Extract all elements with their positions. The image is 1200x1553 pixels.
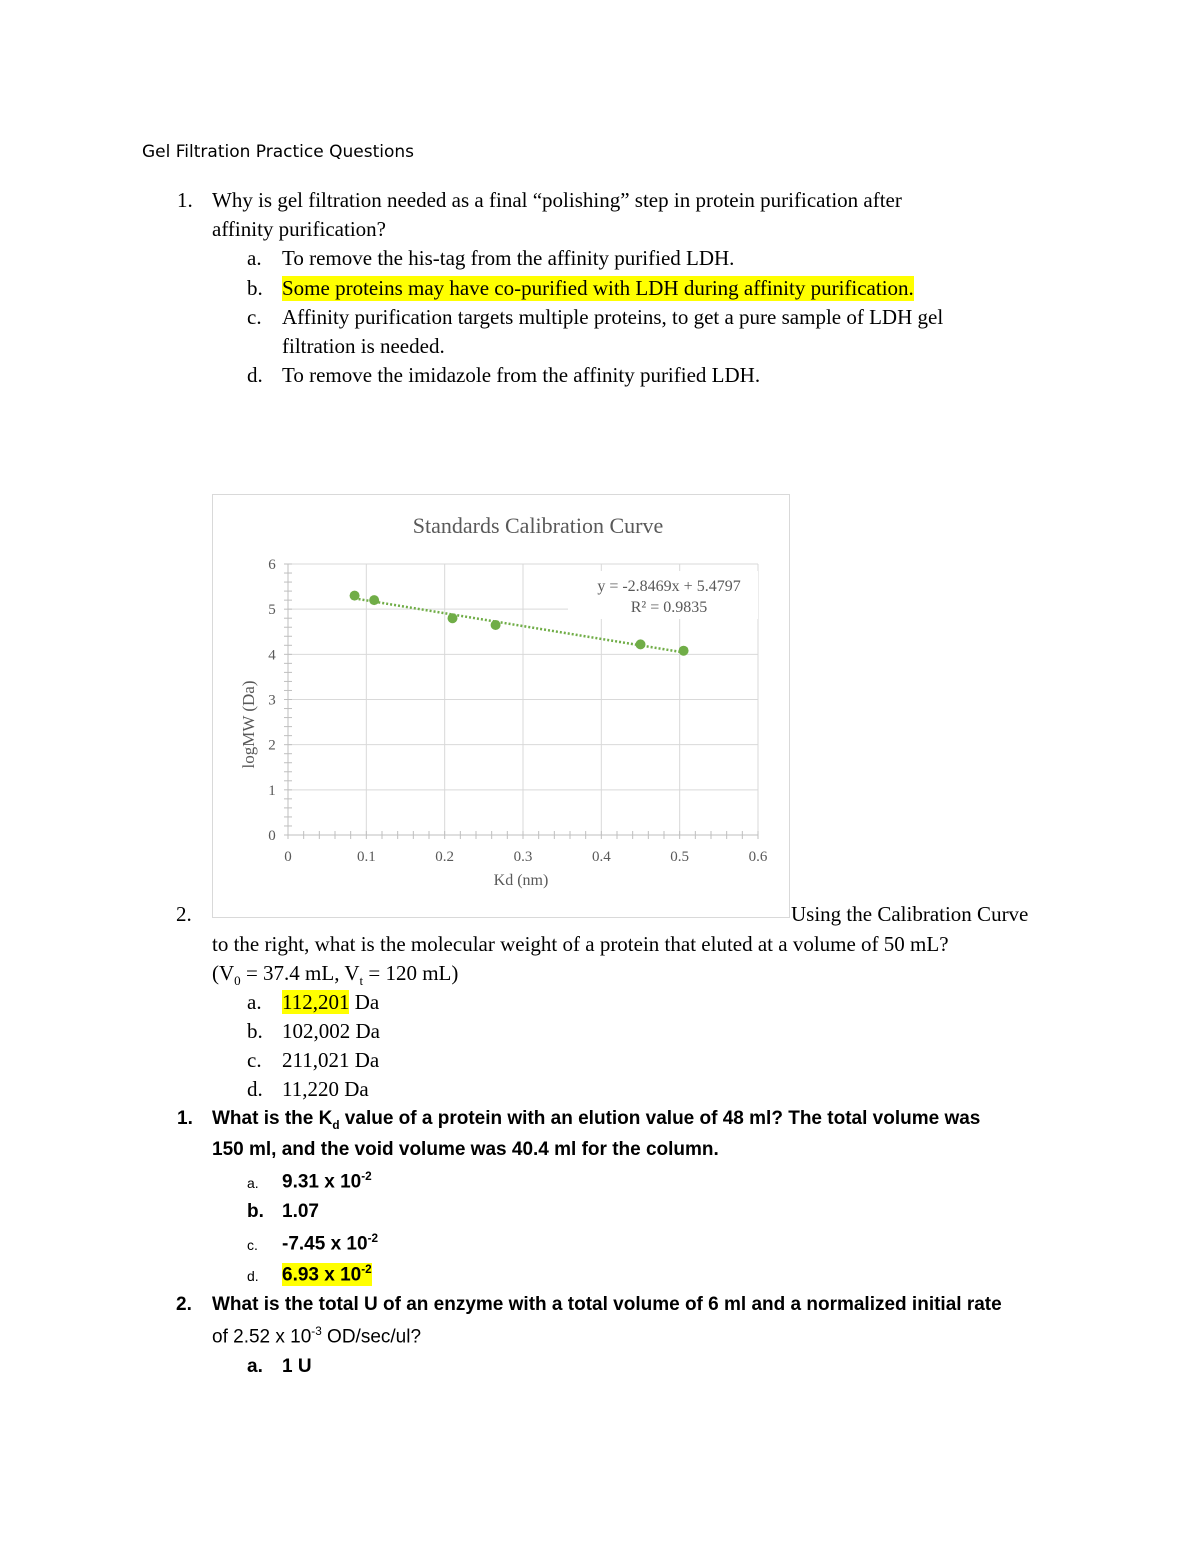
option-text: To remove the his-tag from the affinity purified LDH. [282, 246, 735, 270]
option-letter: c. [247, 305, 262, 329]
option-letter: c. [247, 1048, 262, 1072]
y-tick-label: 6 [268, 557, 276, 573]
question-number: 1. [177, 188, 193, 212]
data-point [369, 595, 379, 605]
option-letter: a. [247, 1175, 259, 1191]
question-text-cont: affinity purification? [212, 217, 386, 241]
question-text: What is the total U of an enzyme with a total volume of 6 ml and a normalized initial rate [212, 1294, 1002, 1315]
option-text: Affinity purification targets multiple proteins, to get a pure sample of LDH gel [282, 305, 944, 329]
question-text: Why is gel filtration needed as a final “polishing” step in protein purification after [212, 188, 902, 212]
chart-border [213, 495, 790, 918]
y-tick-label: 3 [268, 692, 276, 709]
option-letter: a. [247, 246, 262, 270]
y-tick-label: 0 [268, 828, 276, 844]
option-letter: d. [247, 363, 263, 387]
x-tick-label: 0.4 [591, 849, 611, 865]
y-tick-label: 1 [268, 782, 276, 799]
x-tick-label: 0.6 [748, 849, 768, 865]
data-point [350, 591, 360, 601]
question-number: 1. [177, 1108, 193, 1129]
option-letter: c. [247, 1237, 258, 1253]
option-text: 211,021 Da [282, 1048, 380, 1072]
question-text-cont: to the right, what is the molecular weight of a protein that eluted at a volume of 50 mL? [212, 932, 949, 956]
option-text: 112,201 Da [282, 990, 380, 1014]
y-tick-label: 4 [268, 647, 276, 664]
x-tick-label: 0 [284, 849, 292, 865]
calibration-chart [212, 494, 790, 918]
y-axis-label: logMW (Da) [239, 680, 258, 769]
calibration-chart-svg [212, 494, 790, 918]
option-letter: a. [247, 1356, 263, 1377]
x-tick-label: 0.1 [356, 849, 376, 865]
question-volumes: ($V_0 = 37.4$ mL, $V_t = 120$ mL) [212, 961, 459, 989]
option-text: 11,220 Da [282, 1077, 369, 1101]
question-text-cont: 150 ml, and the void volume was 40.4 ml for the column. [212, 1139, 719, 1160]
option-letter: b. [247, 1201, 264, 1222]
data-point [679, 646, 689, 656]
option-text: 1 U [282, 1356, 312, 1377]
option-letter: d. [247, 1268, 259, 1284]
option-text-highlighted: Some proteins may have co-purified with LDH during affinity purification. [282, 276, 914, 300]
trendline-r2: R² = 0.9835 [630, 599, 708, 616]
question-number: 2. [176, 1294, 192, 1315]
chart-title: Standards Calibration Curve [412, 513, 664, 538]
option-text: -7.45 x $10^{-2}$ [282, 1232, 379, 1255]
y-tick-label: 2 [268, 737, 276, 754]
option-text: 1.07 [282, 1201, 319, 1222]
x-axis-label: Kd (nm) [493, 872, 549, 889]
document-title: Gel Filtration Practice Questions [142, 142, 414, 162]
option-text-highlighted: 6.93 x $10^{-2}$ [282, 1263, 372, 1286]
data-point [636, 639, 646, 649]
x-tick-label: 0.5 [670, 849, 690, 865]
option-letter: d. [247, 1077, 263, 1101]
option-value-highlighted: 112,201 [282, 990, 350, 1014]
question-text: What is the $K_d$ value of a protein with an elution value of 48 ml? The total volume was [212, 1108, 981, 1132]
question-text-cont: of 2.52 x $10^{-3}$ OD/sec/ul? [212, 1325, 422, 1348]
option-letter: a. [247, 990, 262, 1014]
x-tick-label: 0.3 [513, 849, 533, 865]
x-tick-label: 0.2 [435, 849, 455, 865]
option-letter: b. [247, 1019, 263, 1043]
question-number: 2. [176, 902, 192, 926]
trendline-equation: y = -2.8469x + 5.4797 [597, 578, 741, 595]
option-text: 9.31 x $10^{-2}$ [282, 1170, 372, 1193]
question-text: Using the Calibration Curve [791, 902, 1029, 926]
option-text: To remove the imidazole from the affinity purified LDH. [282, 363, 761, 387]
data-point [491, 620, 501, 630]
y-tick-label: 5 [268, 602, 276, 619]
data-point [448, 613, 458, 623]
option-letter: b. [247, 276, 263, 300]
option-text-cont: filtration is needed. [282, 334, 445, 358]
option-text: 102,002 Da [282, 1019, 380, 1043]
